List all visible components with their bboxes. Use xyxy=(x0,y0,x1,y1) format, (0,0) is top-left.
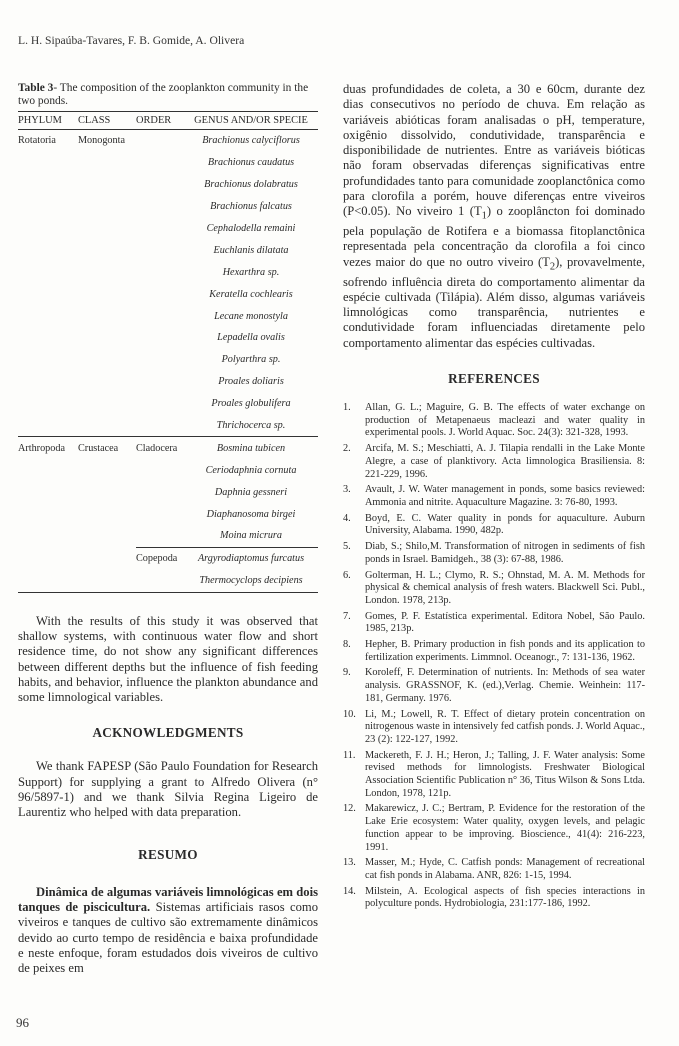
reference-item xyxy=(343,886,645,911)
class-cell xyxy=(78,371,136,393)
subscript-1: 1 xyxy=(481,210,487,222)
table-row xyxy=(18,570,318,592)
reference-number: 10. xyxy=(343,708,356,720)
order-cell xyxy=(136,130,184,152)
table-row xyxy=(18,503,318,525)
resumo-continuation xyxy=(343,82,645,351)
reference-text: Mackereth, F. J. H.; Heron, J.; Talling, J. F. Water analysis: Some revised methods for limnologists. Freshwater Biological Association Scientific Publication n° 36, Titus Wilson & Sons Ltda. London, 1978, 121p. xyxy=(365,749,645,799)
order-cell xyxy=(136,261,184,283)
reference-text: Hepher, B. Primary production in fish ponds and its application to fertilization experiments. Limmnol. Oceanogr., 7: 131-136, 1962. xyxy=(365,639,645,663)
resumo-text-right-1: duas profundidades de coleta, a 30 e 60cm, durante dez dias consecutivos no período de chuva. Em relação as variáveis abióticas foram analisadas o pH, temperature, oxigênio dissolvido, condutividade, transparência e disponibilidade de nutrientes. Entre as variáveis bióticas não foram observadas diferenças significativas entre profundidades tanto para comunidade zooplanctônica como para clorofila a porém, houve diferenças entre viveiros (P<0.05). No viveiro 1 (T xyxy=(343,82,645,219)
reference-number: 11. xyxy=(343,749,356,761)
phylum-cell xyxy=(18,327,78,349)
subscript-2: 2 xyxy=(549,261,556,273)
reference-number: 6. xyxy=(343,569,351,581)
class-cell xyxy=(78,415,136,437)
right-column xyxy=(343,82,645,914)
class-cell xyxy=(78,547,136,569)
table-caption-text: - The composition of the zooplankton community in the two ponds. xyxy=(18,82,309,107)
class-cell xyxy=(78,174,136,196)
reference-item xyxy=(343,570,645,608)
phylum-cell xyxy=(18,261,78,283)
resumo-text-left: Sistemas artificiais rasos como viveiros e tanques de cultivo são extremamente dinâmicos devido ao curto tempo de residência e baixa profundidade e neste enfoque, foram estudados dois viveiros de cultivo de peixes em xyxy=(18,899,318,976)
order-cell xyxy=(136,327,184,349)
genus-cell: Daphnia gessneri xyxy=(214,486,288,498)
genus-cell: Euchlanis dilatata xyxy=(213,244,289,256)
resumo-title: Dinâmica de algumas variáveis limnológicas em dois tanques de piscicultura. xyxy=(18,884,318,914)
reference-number: 7. xyxy=(343,610,351,622)
table-row xyxy=(18,393,318,415)
reference-number: 1. xyxy=(343,402,351,414)
reference-item xyxy=(343,750,645,801)
reference-number: 13. xyxy=(343,857,356,869)
reference-item xyxy=(343,541,645,566)
order-cell xyxy=(136,283,184,305)
conclusion-paragraph: With the results of this study it was observed that shallow systems, with continuous water flow and short residence time, do not show any significant differences between different depths but the influence of fish feeding habits, and behavior, influence the plankton abundance and some limnological variables. xyxy=(18,613,318,705)
phylum-cell xyxy=(18,459,78,481)
table-row xyxy=(18,174,318,196)
order-cell: Copepoda xyxy=(136,553,178,565)
genus-cell: Lecane monostyla xyxy=(214,310,288,322)
genus-cell: Diaphanosoma birgei xyxy=(206,508,296,520)
reference-text: Gomes, P. F. Estatística experimental. Editora Nobel, São Paulo. 1985, 213p. xyxy=(365,610,645,635)
reference-item xyxy=(343,402,645,440)
genus-cell: Bosmina tubicen xyxy=(216,442,286,454)
class-cell xyxy=(78,570,136,592)
class-cell xyxy=(78,503,136,525)
phylum-cell xyxy=(18,283,78,305)
reference-text: Avault, J. W. Water management in ponds, some basics reviewed: Ammonia and nitrite. Aquaculture Magazine. 3: 76-80, 1993. xyxy=(365,484,645,508)
reference-item xyxy=(343,709,645,747)
reference-text: Li, M.; Lowell, R. T. Effect of dietary protein concentration on nitrogenous waste in intensively fed catfish ponds. J. World Aquac., 23 (2): 122-127, 1992. xyxy=(365,708,645,745)
class-cell xyxy=(78,283,136,305)
table-row xyxy=(18,196,318,218)
phylum-cell: Rotatoria xyxy=(18,135,56,147)
reference-text: Diab, S.; Shilo,M. Transformation of nitrogen in sediments of fish ponds in Israel. Bamidgeh., 38 (3): 67-88, 1986. xyxy=(365,541,645,565)
class-cell: Crustacea xyxy=(78,442,119,454)
order-cell xyxy=(136,570,184,592)
genus-cell: Keratella cochlearis xyxy=(209,288,293,300)
table-row xyxy=(18,371,318,393)
table-row xyxy=(18,305,318,327)
table-caption-label: Table 3 xyxy=(18,82,54,94)
phylum-cell xyxy=(18,239,78,261)
class-cell xyxy=(78,261,136,283)
order-cell xyxy=(136,174,184,196)
resumo-heading: RESUMO xyxy=(138,846,198,862)
order-cell: Cladocera xyxy=(136,442,178,454)
table-row xyxy=(18,239,318,261)
phylum-cell xyxy=(18,174,78,196)
reference-item xyxy=(343,513,645,538)
order-cell xyxy=(136,503,184,525)
genus-cell: Brachionus caudatus xyxy=(207,157,295,169)
genus-cell: Brachionus falcatus xyxy=(210,201,292,213)
table-row xyxy=(18,327,318,349)
table-row xyxy=(18,261,318,283)
phylum-cell xyxy=(18,525,78,547)
table-row xyxy=(18,547,318,569)
reference-item xyxy=(343,857,645,882)
phylum-cell xyxy=(18,371,78,393)
reference-item xyxy=(343,639,645,664)
reference-text: Makarewicz, J. C.; Bertram, P. Evidence for the restoration of the Lake Erie ecosystem: Water quality, oxygen levels, and pelagic function appear to be improving. Bioscience., 41(4): 216-223, 1991. xyxy=(365,803,645,853)
genus-cell: Ceriodaphnia cornuta xyxy=(205,464,297,476)
reference-number: 4. xyxy=(343,512,351,524)
table-row xyxy=(18,349,318,371)
order-cell xyxy=(136,305,184,327)
phylum-cell xyxy=(18,393,78,415)
class-cell xyxy=(78,481,136,503)
order-cell xyxy=(136,525,184,547)
order-cell xyxy=(136,349,184,371)
col-phylum: PHYLUM xyxy=(18,112,78,130)
genus-cell: Brachionus dolabratus xyxy=(204,179,298,191)
table-row xyxy=(18,283,318,305)
page-number: 96 xyxy=(16,1015,29,1030)
table-header-row xyxy=(18,112,318,130)
table-row xyxy=(18,481,318,503)
reference-text: Allan, G. L.; Maguire, G. B. The effects of water exchange on production of Metapenaeus macleazi and water quality in experimental pools. J. World Aquac. Soc. 24(3): 321-328, 1993. xyxy=(365,402,645,439)
genus-cell: Polyarthra sp. xyxy=(221,354,281,366)
references-list xyxy=(343,402,645,911)
table-row xyxy=(18,415,318,437)
resumo-text-right-2: ) o zooplâncton foi dominado pela população de Rotifera e a biomassa fitoplanctônica representada pela concentração da clorofila a foi cinco vezes maior do que no outro viveiro (T xyxy=(343,204,645,269)
acknowledgments-paragraph: We thank FAPESP (São Paulo Foundation for Research Support) for supplying a grant to Alfredo Olivera (n° 96/5897-1) and we thank Silvia Regina Ligeiro de Laurentiz who helped with data preparation. xyxy=(18,759,318,820)
class-cell xyxy=(78,525,136,547)
phylum-cell xyxy=(18,218,78,240)
genus-cell: Thrichocerca sp. xyxy=(184,415,318,437)
genus-cell: Lepadella ovalis xyxy=(217,332,285,344)
reference-number: 8. xyxy=(343,639,351,651)
col-order: ORDER xyxy=(136,112,184,130)
reference-text: Milstein, A. Ecological aspects of fish species interactions in polyculture ponds. Hydrobiologia, 231:177-186, 1992. xyxy=(365,885,645,910)
table-row xyxy=(18,130,318,152)
phylum-cell xyxy=(18,547,78,569)
col-genus: GENUS AND/OR SPECIE xyxy=(184,112,318,130)
genus-cell: Cephalodella remaini xyxy=(206,223,296,234)
phylum-cell xyxy=(18,196,78,218)
resumo-text-right-3: ), provavelmente, sofrendo influência direta do comportamento alimentar da espécie cultivada (Tilápia). Além disso, algumas variáveis limnológicas como transparência, nutrientes e condutividade foram influenciadas diretamente pelo comportamento alimentar das espécies cultivadas. xyxy=(343,254,645,350)
table-row xyxy=(18,459,318,481)
table-row xyxy=(18,218,318,240)
reference-item xyxy=(343,667,645,705)
phylum-cell xyxy=(18,152,78,174)
genus-cell: Proales doliaris xyxy=(218,376,284,388)
reference-item xyxy=(343,803,645,854)
order-cell xyxy=(136,415,184,437)
references-heading: REFERENCES xyxy=(448,371,540,387)
reference-number: 12. xyxy=(343,803,356,815)
genus-cell: Hexarthra sp. xyxy=(222,266,280,278)
table-row xyxy=(18,437,318,459)
running-header: L. H. Sipaúba-Tavares, F. B. Gomide, A. Olivera xyxy=(18,34,245,47)
genus-cell: Moina micrura xyxy=(184,525,318,547)
class-cell xyxy=(78,459,136,481)
phylum-cell xyxy=(18,349,78,371)
phylum-cell: Arthropoda xyxy=(18,442,65,454)
genus-cell: Brachionus calyciflorus xyxy=(202,135,300,147)
class-cell xyxy=(78,393,136,415)
reference-number: 3. xyxy=(343,484,351,496)
order-cell xyxy=(136,371,184,393)
class-cell xyxy=(78,196,136,218)
class-cell xyxy=(78,349,136,371)
order-cell xyxy=(136,152,184,174)
reference-text: Koroleff, F. Determination of nutrients. In: Methods of sea water analysis. GRASSNOF, K. (ed.),Verlag. Chemie. Weinhein: 117-181, Germany. 1976. xyxy=(365,667,645,704)
order-cell xyxy=(136,239,184,261)
phylum-cell xyxy=(18,570,78,592)
class-cell xyxy=(78,218,136,240)
acknowledgments-heading: ACKNOWLEDGMENTS xyxy=(92,725,244,741)
genus-cell: Proales globulifera xyxy=(211,398,291,410)
class-cell xyxy=(78,152,136,174)
table-row xyxy=(18,152,318,174)
table-caption xyxy=(18,82,318,108)
zooplankton-table xyxy=(18,112,318,593)
reference-item xyxy=(343,443,645,481)
reference-number: 9. xyxy=(343,667,351,679)
class-cell xyxy=(78,327,136,349)
col-class: CLASS xyxy=(78,112,136,130)
table-body xyxy=(18,130,318,593)
phylum-cell xyxy=(18,503,78,525)
reference-number: 5. xyxy=(343,541,351,553)
order-cell xyxy=(136,218,184,240)
reference-text: Arcifa, M. S.; Meschiatti, A. J. Tilapia rendalli in the Lake Monte Alegre, a case of planktivory. Acta limnologica Brasiliensia. 8: 221-229, 1996. xyxy=(365,443,645,480)
class-cell xyxy=(78,239,136,261)
reference-text: Boyd, E. C. Water quality in ponds for aquaculture. Auburn University, Alabama. 1990, 482p. xyxy=(365,512,645,537)
phylum-cell xyxy=(18,305,78,327)
order-cell xyxy=(136,459,184,481)
phylum-cell xyxy=(18,481,78,503)
reference-item xyxy=(343,611,645,636)
reference-item xyxy=(343,484,645,509)
order-cell xyxy=(136,196,184,218)
table-row xyxy=(18,525,318,547)
phylum-cell xyxy=(18,415,78,437)
order-cell xyxy=(136,393,184,415)
reference-number: 14. xyxy=(343,885,356,897)
reference-text: Golterman, H. L.; Clymo, R. S.; Ohnstad, M. A. M. Methods for physical & chemical analysis of fresh waters. Blackwell Sci. Publ., London. 1978, 213p. xyxy=(365,569,645,606)
left-column xyxy=(18,82,318,976)
reference-text: Masser, M.; Hyde, C. Catfish ponds: Management of recreational cat fish ponds in Alabama. ANR, 826: 1-15, 1994. xyxy=(365,857,645,881)
genus-cell: Argyrodiaptomus furcatus xyxy=(197,553,305,565)
resumo-paragraph xyxy=(18,885,318,977)
class-cell: Monogonta xyxy=(78,135,125,147)
reference-number: 2. xyxy=(343,443,351,455)
genus-cell: Thermocyclops decipiens xyxy=(184,570,318,592)
class-cell xyxy=(78,305,136,327)
order-cell xyxy=(136,481,184,503)
